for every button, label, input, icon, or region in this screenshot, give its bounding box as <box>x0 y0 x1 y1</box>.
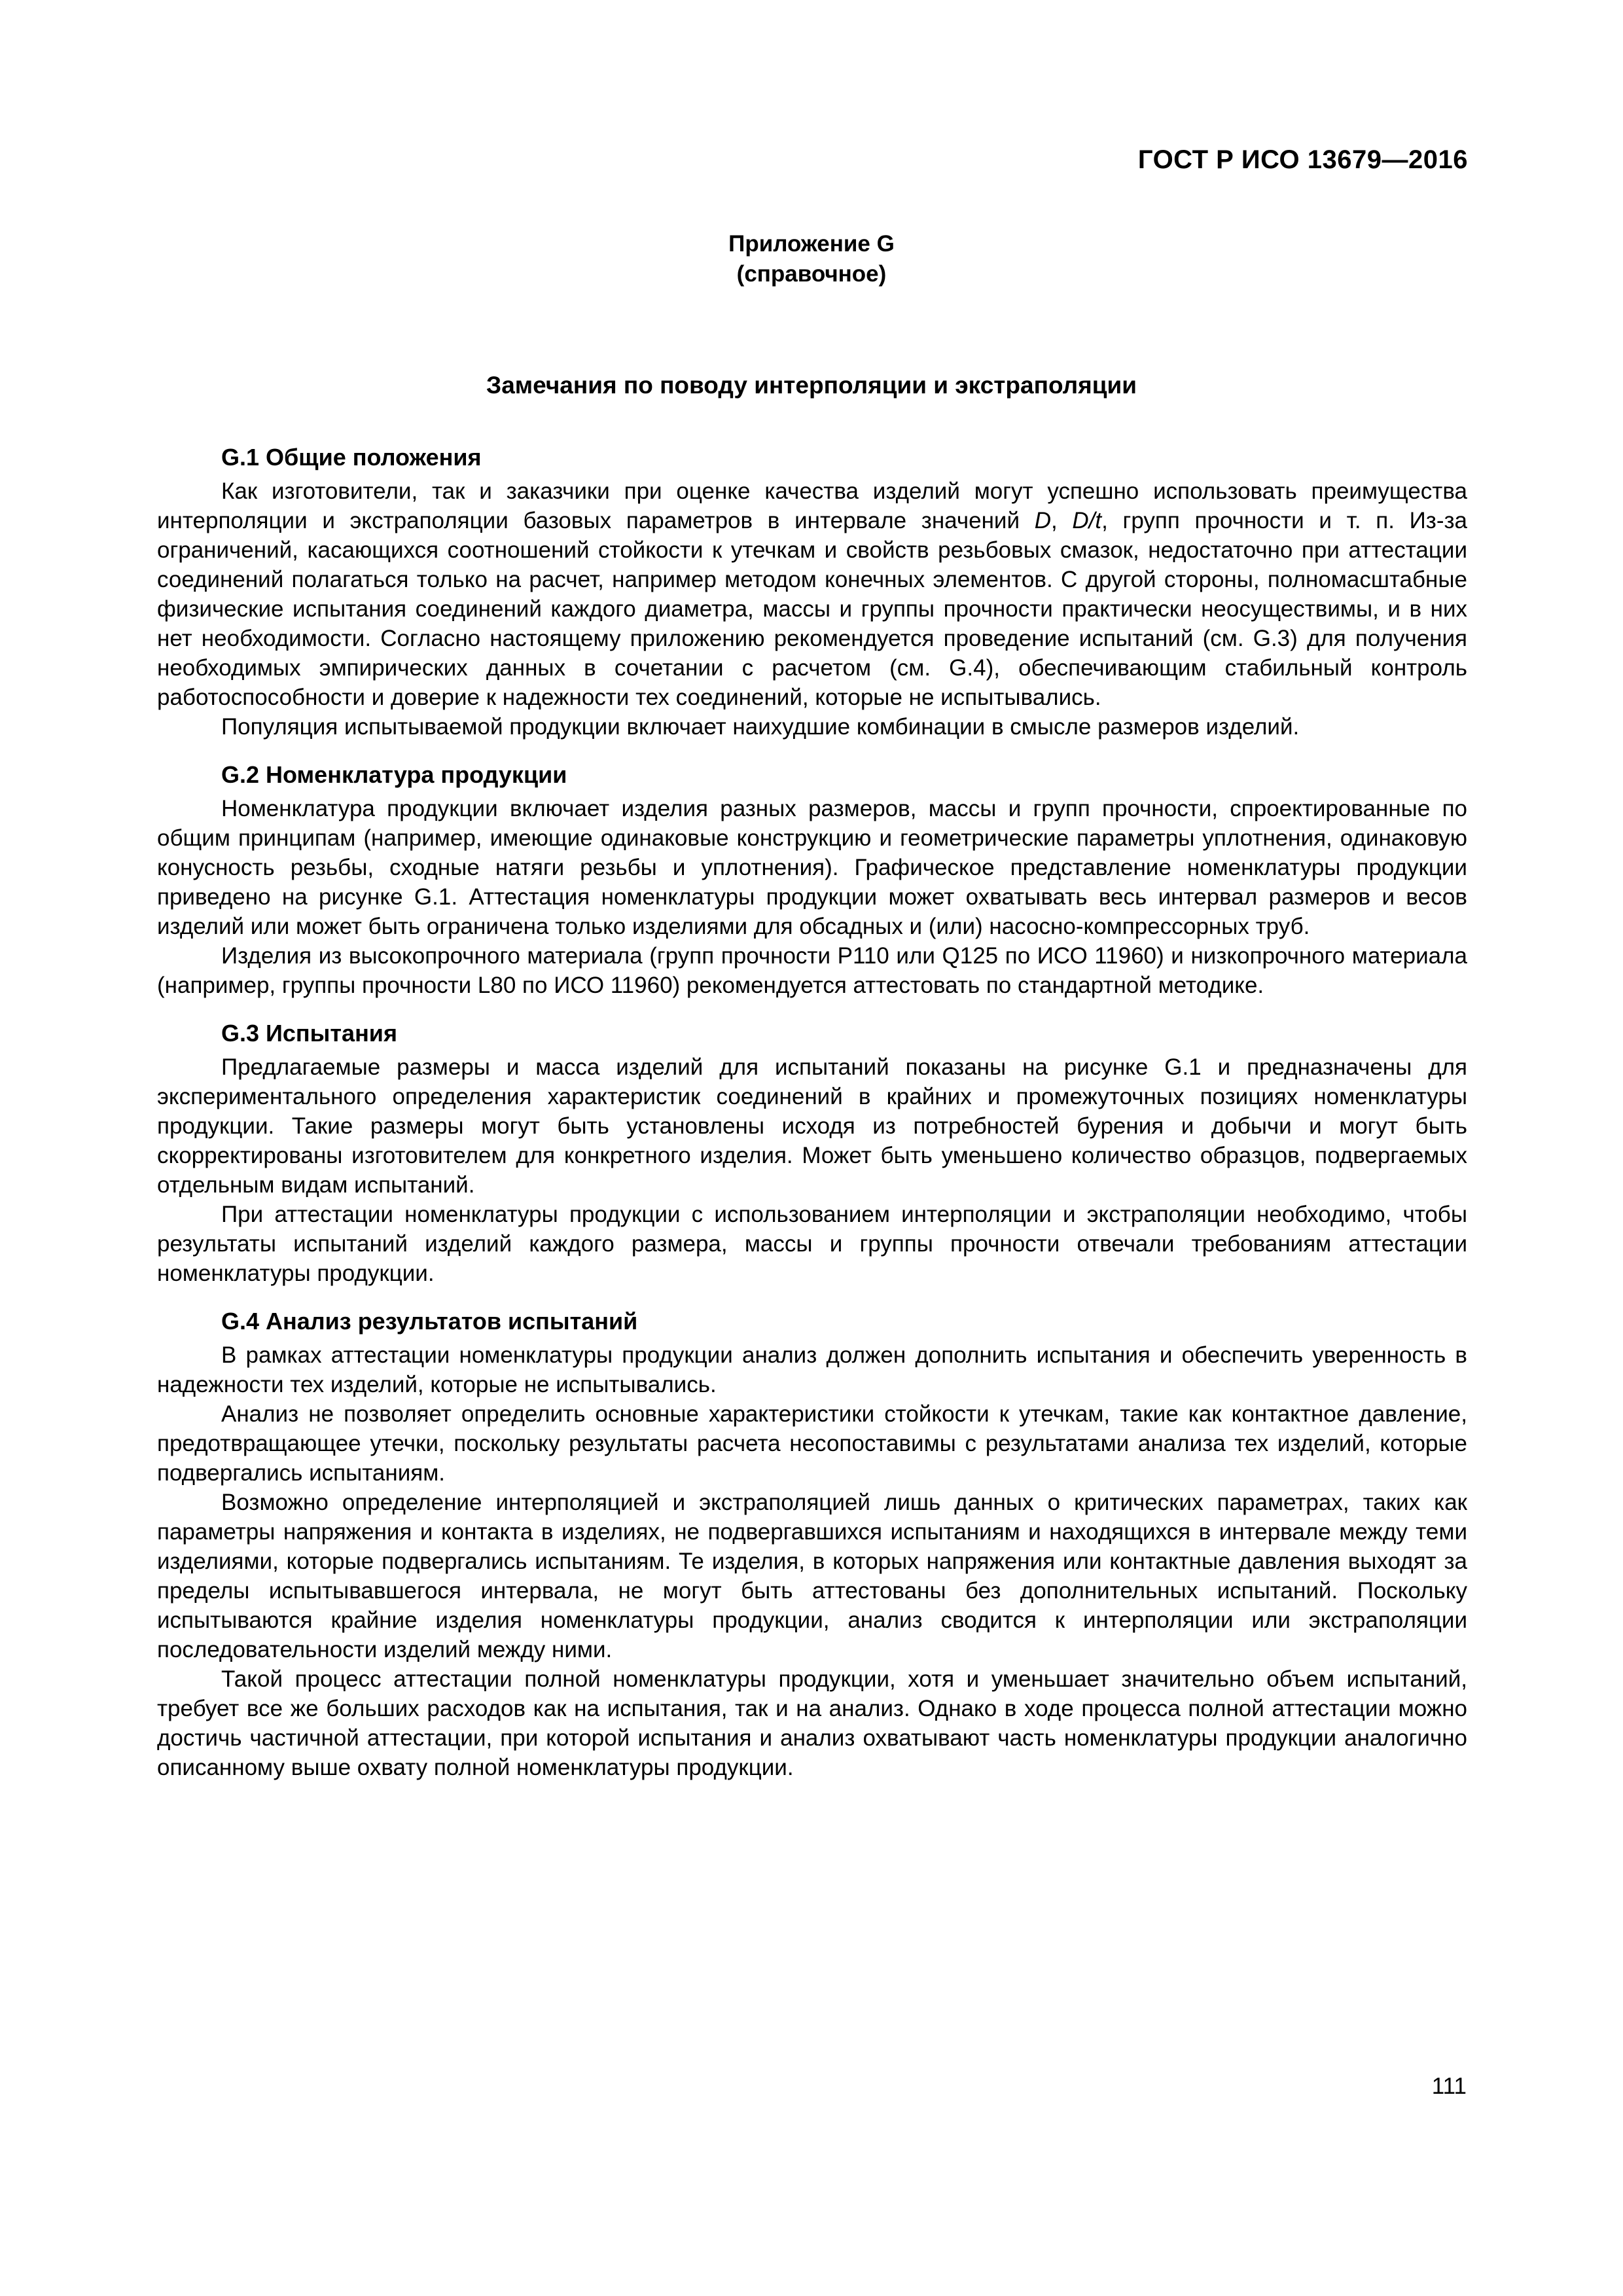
section-heading: G.2 Номенклатура продукции <box>221 761 567 788</box>
section-g3 <box>157 1018 1467 1288</box>
standard-code: ГОСТ Р ИСО 13679—2016 <box>1137 145 1468 174</box>
paragraph <box>157 476 1467 712</box>
separator-text: , <box>1050 508 1073 533</box>
page-number: 111 <box>1431 2073 1467 2099</box>
symbol-d: D <box>1034 508 1051 533</box>
paragraph: Такой процесс аттестации полной номенклатуры продукции, хотя и уменьшает значительно объем испытаний, требует все же больших расходов как на испытания, так и на анализ. Однако в ходе процесса полной аттестации можно достичь частичной аттестации, при которой испытания и анализ охватывают часть номенклатуры продукции аналогично описанному выше охвату полной номенклатуры продукции. <box>157 1666 1467 1780</box>
section-g1 <box>157 442 1467 742</box>
paragraph: Анализ не позволяет определить основные характеристики стойкости к утечкам, такие как контактное давление, предотвращающее утечки, поскольку результаты расчета несопоставимы с результатами анализа тех изделий, которые подвергались испытаниям. <box>157 1401 1467 1486</box>
annex-title: Замечания по поводу интерполяции и экстраполяции <box>486 372 1137 399</box>
section-heading: G.3 Испытания <box>221 1020 397 1047</box>
document-body <box>157 442 1467 1801</box>
section-g2 <box>157 760 1467 1000</box>
paragraph: Предлагаемые размеры и масса изделий для испытаний показаны на рисунке G.1 и предназначены для экспериментального определения характеристик соединений в крайних и промежуточных позициях номенклатуры продукции. Такие размеры могут быть установлены исходя из потребностей бурения и добычи и могут быть скорректированы изготовителем для конкретного изделия. Может быть уменьшено количество образцов, подвергаемых отдельным видам испытаний. <box>157 1054 1467 1198</box>
paragraph: При аттестации номенклатуры продукции с использованием интерполяции и экстраполяции необходимо, чтобы результаты испытаний изделий каждого размера, массы и группы прочности отвечали требованиям аттестации номенклатуры продукции. <box>157 1202 1467 1286</box>
annex-status: (справочное) <box>736 261 887 287</box>
paragraph: Номенклатура продукции включает изделия разных размеров, массы и групп прочности, спроектированные по общим принципам (например, имеющие одинаковые конструкцию и геометрические параметры уплотнения, одинаковую конусность резьбы, сходные натяги резьбы и уплотнения). Графическое представление номенклатуры продукции приведено на рисунке G.1. Аттестация номенклатуры продукции может охватывать весь интервал размеров и весов изделий или может быть ограничена только изделиями для обсадных и (или) насосно-компрессорных труб. <box>157 796 1467 939</box>
paragraph: Возможно определение интерполяцией и экстраполяцией лишь данных о критических параметрах, таких как параметры напряжения и контакта в изделиях, не подвергавшихся испытаниям и находящихся в интервале между теми изделиями, которые подвергались испытаниям. Те изделия, в которых напряжения или контактные давления выходят за пределы испытывавшегося интервала, не могут быть аттестованы без дополнительных испытаний. Поскольку испытываются крайние изделия номенклатуры продукции, анализ сводится к интерполяции или экстраполяции последовательности изделий между ними. <box>157 1490 1467 1662</box>
paragraph-text: , групп прочности и т. п. Из-за ограничений, касающихся соотношений стойкости к утечкам и свойств резьбовых смазок, недостаточно при аттестации соединений полагаться только на расчет, например методом конечных элементов. С другой стороны, полномасштабные физические испытания соединений каждого диаметра, массы и группы прочности практически неосуществимы, и в них нет необходимости. Согласно настоящему приложению рекомендуется проведение испытаний (см. G.3) для получения необходимых эмпирических данных в сочетании с расчетом (см. G.4), обеспечивающим стабильный контроль работоспособности и доверие к надежности тех соединений, которые не испытывались. <box>157 508 1467 710</box>
paragraph-text: Как изготовители, так и заказчики при оценке качества изделий могут успешно использовать преимущества интерполяции и экстраполяции базовых параметров в интервале значений <box>157 478 1467 533</box>
paragraph: В рамках аттестации номенклатуры продукции анализ должен дополнить испытания и обеспечить уверенность в надежности тех изделий, которые не испытывались. <box>157 1342 1467 1397</box>
section-heading: G.4 Анализ результатов испытаний <box>221 1308 638 1335</box>
section-g4 <box>157 1306 1467 1782</box>
annex-heading <box>0 229 1623 289</box>
symbol-d-over-t: D/t <box>1072 508 1102 533</box>
paragraph: Популяция испытываемой продукции включает наихудшие комбинации в смысле размеров изделий. <box>221 714 1300 740</box>
annex-label: Приложение G <box>728 231 895 257</box>
section-heading: G.1 Общие положения <box>221 444 482 471</box>
paragraph: Изделия из высокопрочного материала (групп прочности Р110 или Q125 по ИСО 11960) и низкопрочного материала (например, группы прочности L80 по ИСО 11960) рекомендуется аттестовать по стандартной методике. <box>157 943 1467 998</box>
